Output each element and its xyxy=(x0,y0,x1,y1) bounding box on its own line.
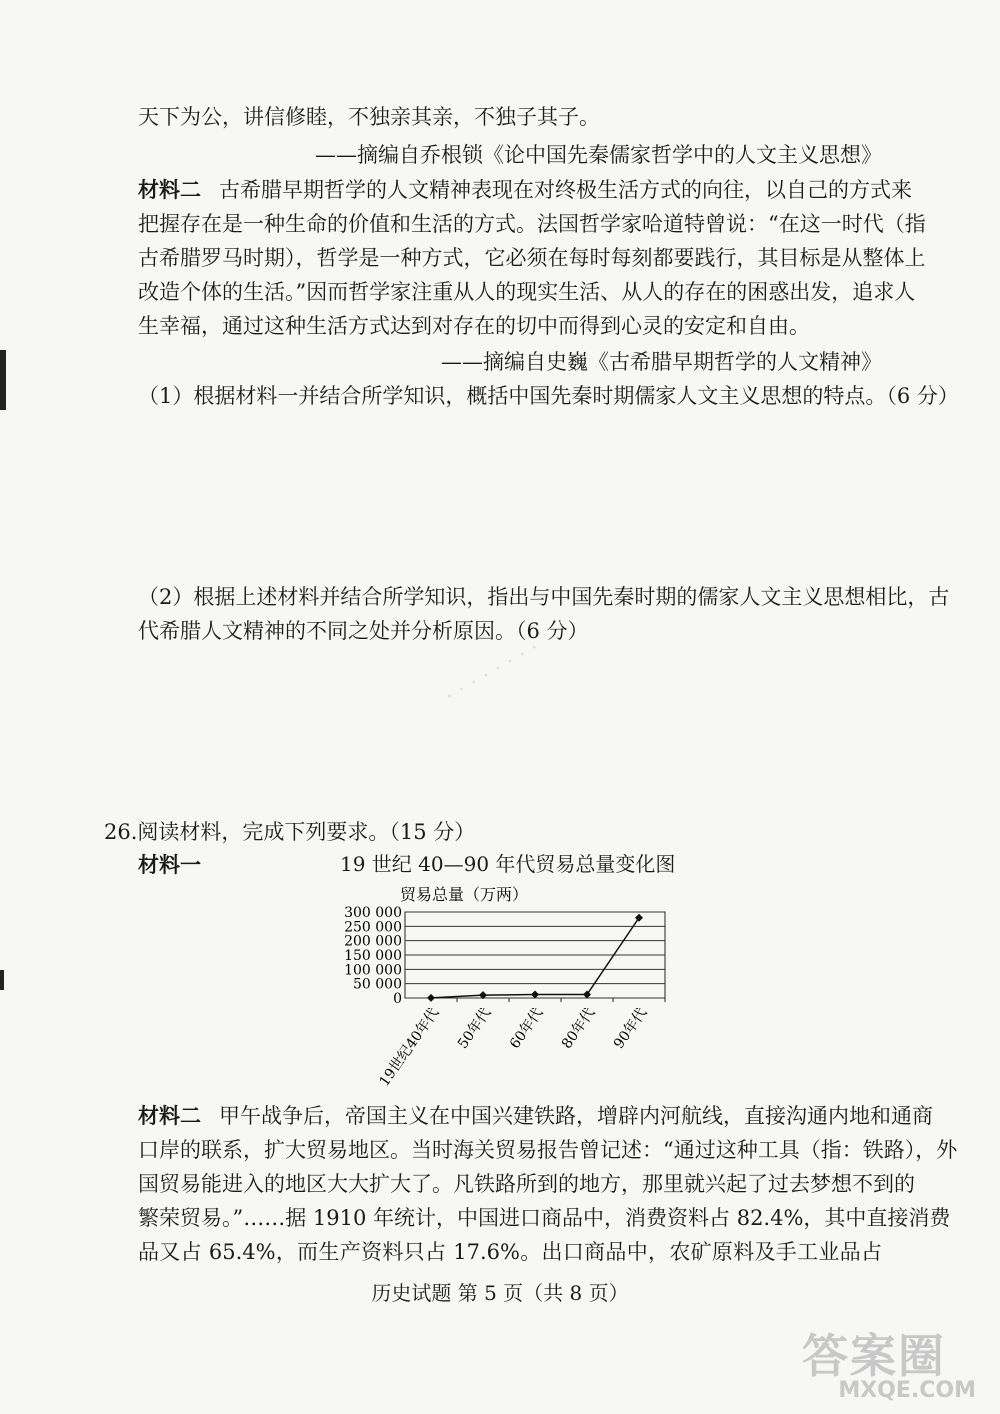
material-two-b-paragraph xyxy=(138,1099,958,1269)
y-tick-label: 50 000 xyxy=(353,976,402,993)
site-watermark-logo: 答案圈 MXQE.COM xyxy=(802,1329,976,1403)
y-tick-label: 200 000 xyxy=(344,933,402,950)
x-tick-label: 50年代 xyxy=(454,1005,495,1052)
paragraph-line: 材料二 古希腊早期哲学的人文精神表现在对终极生活方式的向往，以自己的方式来 xyxy=(138,177,912,202)
source-citation: ——摘编自史巍《古希腊早期哲学的人文精神》 xyxy=(441,350,882,374)
series-line xyxy=(431,918,639,998)
material-one-label: 材料一 xyxy=(138,852,201,877)
material-label: 材料二 xyxy=(138,177,201,202)
y-tick-label: 150 000 xyxy=(344,948,402,964)
page-footer: 历史试题 第 5 页（共 8 页） xyxy=(371,1281,629,1305)
y-tick-label: 300 000 xyxy=(344,905,402,921)
paragraph-line: 国贸易能进入的地区大大扩大了。凡铁路所到的地方，那里就兴起了过去梦想不到的 xyxy=(138,1172,915,1196)
y-tick-label: 250 000 xyxy=(344,919,402,936)
paragraph-line: 古希腊罗马时期），哲学是一种方式，它必须在每时每刻都要践行，其目标是从整体上 xyxy=(138,246,926,270)
question-2-line-2: 代希腊人文精神的不同之处并分析原因。（6 分） xyxy=(138,619,589,643)
chart-title: 19 世纪 40—90 年代贸易总量变化图 xyxy=(340,852,676,876)
faint-watermark-stamp: · · · · · · · · xyxy=(440,635,545,710)
data-point-marker xyxy=(531,991,539,999)
x-tick-label: 90年代 xyxy=(610,1005,651,1052)
source-citation: ——摘编自乔根锁《论中国先秦儒家哲学中的人文主义思想》 xyxy=(315,143,882,167)
paragraph-line: 改造个体的生活。”因而哲学家注重从人的现实生活、从人的存在的困惑出发，追求人 xyxy=(138,280,916,304)
data-point-marker xyxy=(427,994,435,1002)
scan-edge-mark xyxy=(0,970,4,990)
paragraph-line: 把握存在是一种生命的价值和生活的方式。法国哲学家哈道特曾说：“在这一时代（指 xyxy=(138,212,926,236)
x-tick-label: 19世纪40年代 xyxy=(376,1005,443,1090)
paragraph-line: 口岸的联系，扩大贸易地区。当时海关贸易报告曾记述：“通过这种工具（指：铁路），外 xyxy=(138,1138,958,1162)
question-26: 26.阅读材料，完成下列要求。（15 分） xyxy=(104,820,476,844)
material-label: 材料二 xyxy=(138,1103,201,1128)
y-tick-label: 100 000 xyxy=(344,962,402,979)
material-two-paragraph xyxy=(138,173,926,343)
x-tick-label: 80年代 xyxy=(558,1005,599,1052)
question-2-line-1: （2）根据上述材料并结合所学知识，指出与中国先秦时期的儒家人文主义思想相比，古 xyxy=(138,585,950,609)
question-1: （1）根据材料一并结合所学知识，概括中国先秦时期儒家人文主义思想的特点。（6 分） xyxy=(138,384,959,408)
y-axis-label: 贸易总量（万两） xyxy=(400,885,529,904)
paragraph-line: 材料二 甲午战争后，帝国主义在中国兴建铁路，增辟内河航线，直接沟通内地和通商 xyxy=(138,1103,933,1128)
x-tick-label: 60年代 xyxy=(506,1005,547,1052)
trade-volume-chart xyxy=(290,880,690,1095)
y-tick-label: 0 xyxy=(393,991,402,1007)
paragraph-line: 生幸福，通过这种生活方式达到对存在的切中而得到心灵的安定和自由。 xyxy=(138,314,810,338)
paragraph-line: 品又占 65.4%，而生产资料只占 17.6%。出口商品中，农矿原料及手工业品占 xyxy=(138,1240,882,1264)
scan-edge-mark xyxy=(0,350,6,410)
quote-line: 天下为公，讲信修睦，不独亲其亲，不独子其子。 xyxy=(138,105,600,129)
paragraph-line: 繁荣贸易。”……据 1910 年统计，中国进口商品中，消费资料占 82.4%，其中直接消费 xyxy=(138,1206,951,1230)
